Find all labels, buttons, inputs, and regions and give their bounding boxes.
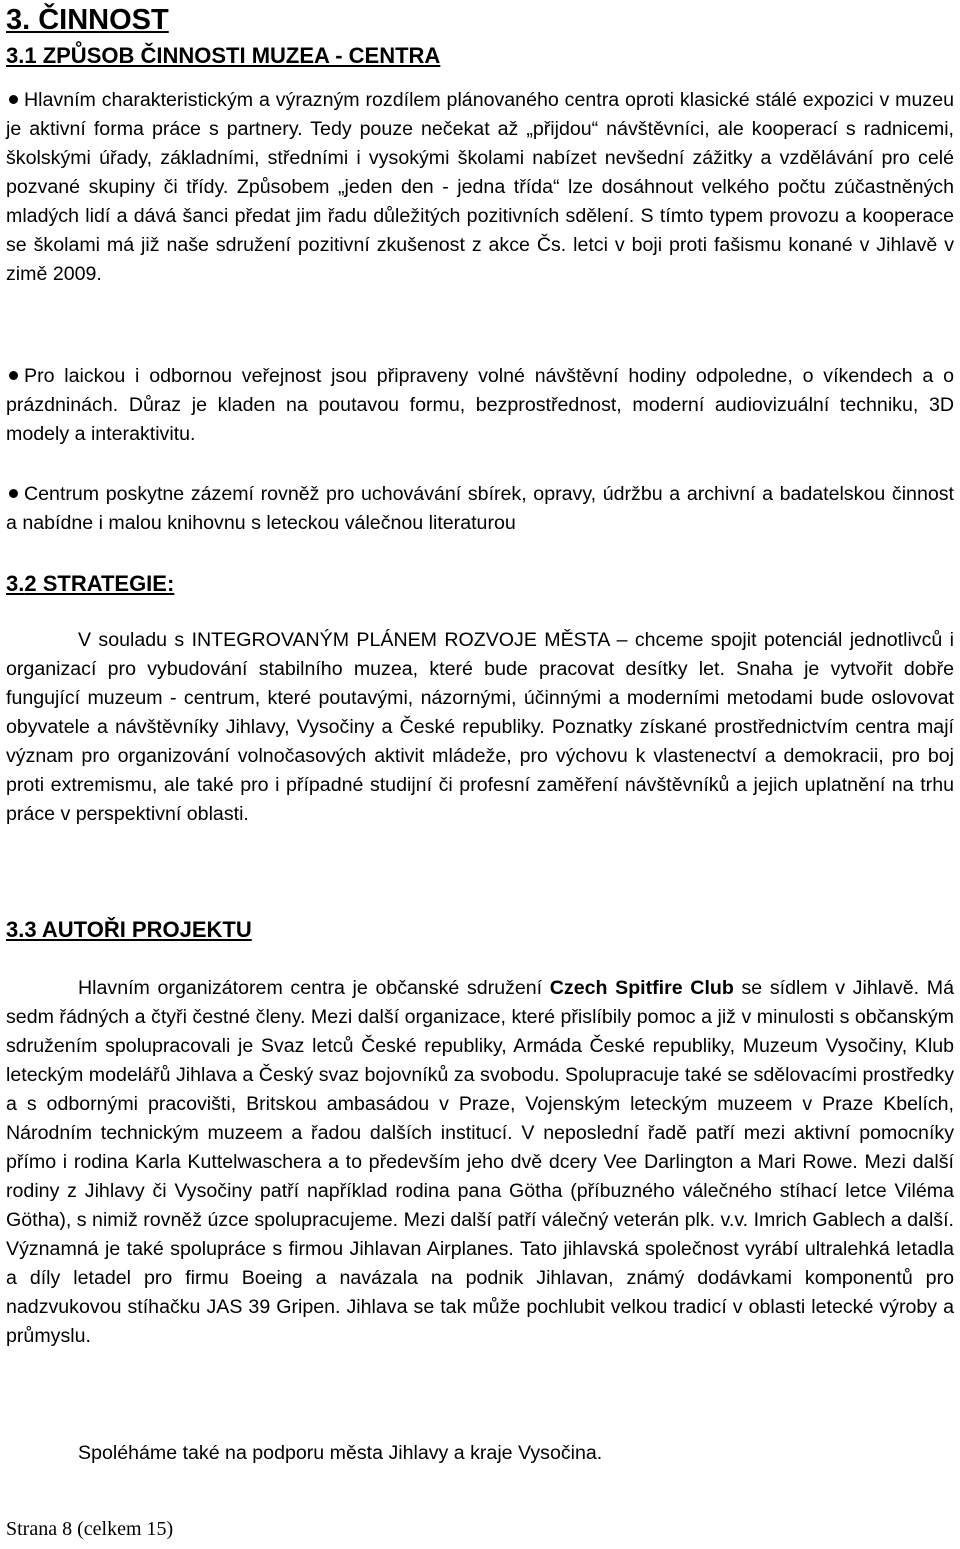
authors-paragraph (6, 974, 954, 1351)
closing-text: Spoléháme také na podporu města Jihlavy a kraje Vysočina. (78, 1442, 603, 1464)
section-3-heading (6, 916, 252, 944)
authors-text-start: Hlavním organizátorem centra je občanské sdružení (78, 977, 550, 999)
section-3-heading-text: 3 AUTOŘI PROJEKTU (24, 917, 252, 942)
bullet-paragraph-1 (6, 86, 954, 289)
chapter-title: 3. ČINNOST (6, 4, 169, 36)
strategy-paragraph (6, 626, 954, 829)
section-2-heading (6, 570, 174, 598)
closing-paragraph (6, 1439, 954, 1468)
strategy-text: V souladu s INTEGROVANÝM PLÁNEM ROZVOJE MĚSTA – chceme spojit potenciál jednotlivců i organizací pro vybudování stabilního muzea, které bude pracovat desítky let. Snaha je vytvořit dobře fungující muzeum - centrum, které poutavými, názornými, účinnými a moderními metodami bude oslovovat obyvatele a návštěvníky Jihlavy, Vysočiny a České republiky. Poznatky získané prostřednictvím centra mají význam pro organizování volnočasových aktivit mládeže, pro výchovu k vlastenectví a demokracii, pro boj proti extremismu, ale také pro i případné studijní či profesní zaměření návštěvníků a jejich uplatnění na trhu práce v perspektivní oblasti. (6, 629, 954, 825)
bullet-dot-icon (9, 95, 18, 104)
bullet-dot-icon (9, 489, 18, 498)
organization-name: Czech Spitfire Club (549, 977, 734, 999)
page-footer: Strana 8 (celkem 15) (6, 1518, 174, 1540)
bullet-paragraph-2 (6, 362, 954, 449)
section-2-heading-number: 3. (6, 571, 25, 596)
bullet-text: Centrum poskytne zázemí rovněž pro uchovávání sbírek, opravy, údržbu a archivní a badatelskou činnost a nabídne i malou knihovnu s leteckou válečnou literaturou (6, 483, 954, 534)
bullet-dot-icon (9, 371, 18, 380)
section-3-heading-number: 3. (6, 917, 25, 942)
bullet-text: Pro laickou i odbornou veřejnost jsou připraveny volné návštěvní hodiny odpoledne, o víkendech a o prázdninách. Důraz je kladen na poutavou formu, bezprostřednost, moderní audiovizuální techniku, 3D modely a interaktivitu. (6, 365, 954, 445)
section-2-heading-text: 2 STRATEGIE: (24, 571, 175, 596)
bullet-text: Hlavním charakteristickým a výrazným rozdílem plánovaného centra oproti klasické stálé expozici v muzeu je aktivní forma práce s partnery. Tedy pouze nečekat až „přijdou“ návštěvníci, ale kooperací s radnicemi, školskými úřady, základními, středními i vysokými školami nabízet nevšední zážitky a vzdělávání pro celé pozvané skupiny či třídy. Způsobem „jeden den - jedna třída“ lze dosáhnout velkého počtu zúčastněných mladých lidí a dává šanci předat jim řadu důležitých pozitivních sdělení. S tímto typem provozu a kooperace se školami má již naše sdružení pozitivní zkušenost z akce Čs. letci v boji proti fašismu konané v Jihlavě v zimě 2009. (6, 89, 954, 285)
authors-text-rest: se sídlem v Jihlavě. Má sedm řádných a čtyři čestné členy. Mezi další organizace, které přislíbily pomoc a již v minulosti s občanským sdružením spolupracovali je Svaz letců České republiky, Armáda České republiky, Muzeum Vysočiny, Klub leteckým modelářů Jihlava a Český svaz bojovníků za svobodu. Spolupracuje také se sdělovacími prostředky a s odbornými pracovišti, Britskou ambasádou v Praze, Vojenským leteckým muzeem v Praze Kbelích, Národním technickým muzeem a řadou dalších institucí. V neposlední řadě patří mezi aktivní pomocníky přímo i rodina Karla Kuttelwaschera a to především jeho dvě dcery Vee Darlington a Mari Rowe. Mezi další rodiny z Jihlavy či Vysočiny patří například rodina pana Götha (příbuzného válečného stíhací letce Viléma Götha), s nimiž rovněž úzce spolupracujeme. Mezi další patří válečný veterán plk. v.v. Imrich Gablech a další. Významná je také spolupráce s firmou Jihlavan Airplanes. Tato jihlavská společnost vyrábí ultralehká letadla a díly letadel pro firmu Boeing a navázala na podnik Jihlavan, známý dodávkami komponentů pro nadzvukovou stíhačku JAS 39 Gripen. Jihlava se tak může pochlubit velkou tradicí v oblasti letecké výroby a průmyslu. (6, 977, 954, 1347)
section-1-heading: 3.1 ZPŮSOB ČINNOSTI MUZEA - CENTRA (6, 43, 441, 68)
bullet-paragraph-3 (6, 480, 954, 538)
